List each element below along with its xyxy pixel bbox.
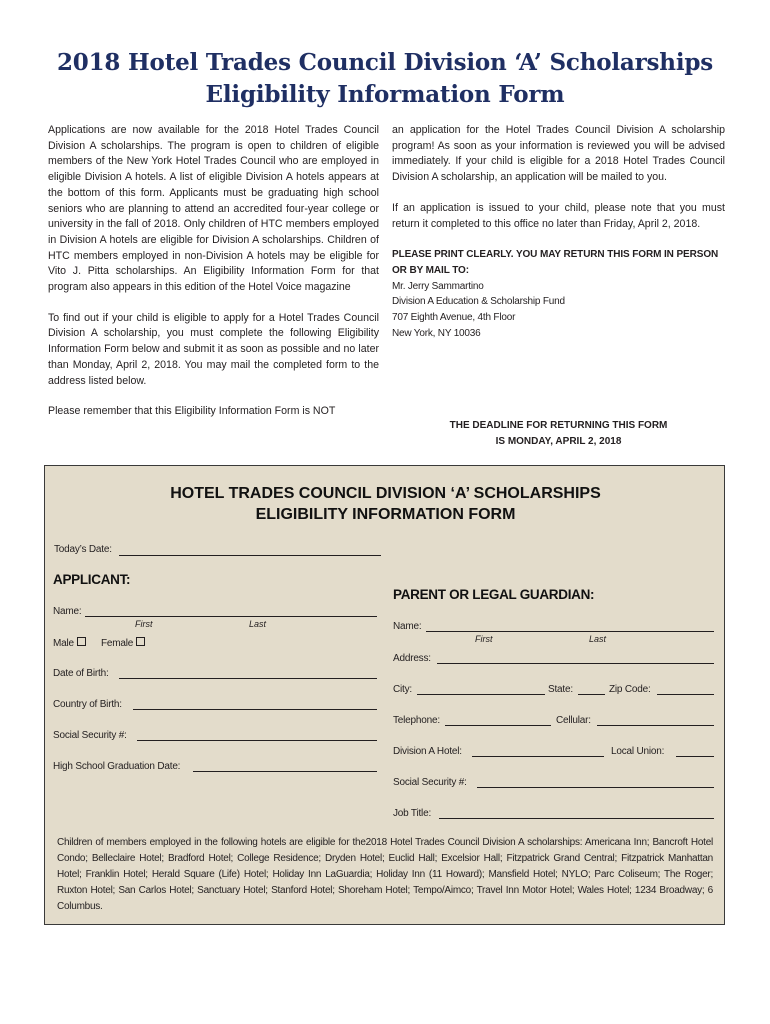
deadline-notice <box>392 418 725 449</box>
mail-instruction: PLEASE PRINT CLEARLY. YOU MAY RETURN THIS FORM IN PERSON OR BY MAIL TO: <box>392 249 719 276</box>
intro-paragraph-3: Please remember that this Eligibility Information Form is NOT <box>48 405 336 418</box>
guardian-last-hint: Last <box>589 634 607 644</box>
eligibility-form <box>44 465 725 925</box>
city-label: City: <box>393 684 413 695</box>
address-field[interactable] <box>437 663 714 664</box>
country-label: Country of Birth: <box>53 699 122 710</box>
zip-field[interactable] <box>657 694 714 695</box>
male-option[interactable] <box>53 637 86 649</box>
local-union-label: Local Union: <box>611 746 665 757</box>
guardian-heading: PARENT OR LEGAL GUARDIAN: <box>393 587 595 602</box>
grad-date-label: High School Graduation Date: <box>53 761 181 772</box>
applicant-name-field[interactable] <box>85 616 377 617</box>
country-field[interactable] <box>133 709 377 710</box>
hotel-field[interactable] <box>472 756 604 757</box>
page-title: 2018 Hotel Trades Council Division ‘A’ Scholarships <box>57 49 713 76</box>
telephone-label: Telephone: <box>393 715 440 726</box>
applicant-last-hint: Last <box>249 619 267 629</box>
form-subtitle: ELIGIBILITY INFORMATION FORM <box>255 506 516 523</box>
intro-left-column <box>48 123 379 420</box>
female-label: Female <box>101 638 134 649</box>
page-subtitle: Eligibility Information Form <box>205 81 565 108</box>
applicant-ssn-label: Social Security #: <box>53 730 127 741</box>
female-checkbox[interactable] <box>136 637 145 646</box>
guardian-name-label: Name: <box>393 621 422 632</box>
address-line-1: Mr. Jerry Sammartino <box>392 280 484 292</box>
female-option[interactable] <box>101 637 145 649</box>
dob-field[interactable] <box>119 678 377 679</box>
address-line-4: New York, NY 10036 <box>392 327 481 339</box>
eligible-hotels-note: Children of members employed in the following hotels are eligible for the2018 Hotel Trades Council Division A scholarships: Americana Inn; Bancroft Hotel Condo; Belleclaire Hotel; Bradford Hotel; College Residence; Dryden Hotel; Euclid Hall; Excelsior Hall; Fitzpatrick Grand Central; Fitzpatrick Manhattan Hotel; Franklin Hotel; Herald Square (Life) Hotel; Holiday Inn LaGuardia; Holiday Inn (11 Howard); Mansfield Hotel; NYLO; Parc Coliseum; The Roger; Ruxton Hotel; San Carlos Hotel; Sanctuary Hotel; Stanford Hotel; Shoreham Hotel; Tempo/Aimco; Travel Inn Motor Hotel; Wales Hotel; 1234 Broadway; 6 Columbus. <box>57 837 713 912</box>
intro-paragraph-1: Applications are now available for the 2018 Hotel Trades Council Division A scholarships. The program is open to children of eligible members of the New York Hotel Trades Council who are employed in eligible Division A hotels. A list of eligible Division A hotels appears at the bottom of this form. Applicants must be graduating high school seniors who are planning to attend an accredited four-year college or university in the fall of 2018. Only children of HTC members employed in Division A hotels are eligible for Division A scholarships. Children of HTC members employed in non-Division A hotels may be eligible for Vito J. Pitta scholarships. An Eligibility Information Form for that program also appears in this edition of the Hotel Voice magazine <box>48 124 379 294</box>
dob-label: Date of Birth: <box>53 668 109 679</box>
telephone-field[interactable] <box>445 725 551 726</box>
address-line-2: Division A Education & Scholarship Fund <box>392 296 565 308</box>
intro-paragraph-5: If an application is issued to your child, please note that you must return it completed to this office no later than Friday, April 2, 2018. <box>392 201 725 230</box>
hotel-label: Division A Hotel: <box>393 746 462 757</box>
todays-date-label: Today’s Date: <box>54 544 112 555</box>
intro-right-column <box>392 123 725 341</box>
male-label: Male <box>53 638 74 649</box>
intro-paragraph-4: an application for the Hotel Trades Council Division A scholarship program! As soon as your information is reviewed you will be advised immediately. If your child is eligible for a 2018 Hotel Trades Council Division A scholarship, an application will be mailed to you. <box>392 124 725 184</box>
local-union-field[interactable] <box>676 756 714 757</box>
guardian-ssn-field[interactable] <box>477 787 714 788</box>
zip-label: Zip Code: <box>609 684 651 695</box>
job-title-field[interactable] <box>439 818 714 819</box>
guardian-name-field[interactable] <box>426 631 714 632</box>
applicant-name-label: Name: <box>53 606 82 617</box>
city-field[interactable] <box>417 694 545 695</box>
grad-date-field[interactable] <box>193 771 377 772</box>
male-checkbox[interactable] <box>77 637 86 646</box>
deadline-line-2: IS MONDAY, APRIL 2, 2018 <box>495 435 622 447</box>
applicant-heading: APPLICANT: <box>53 572 131 587</box>
applicant-first-hint: First <box>135 619 153 629</box>
address-label: Address: <box>393 653 431 664</box>
job-title-label: Job Title: <box>393 808 432 819</box>
cellular-field[interactable] <box>597 725 714 726</box>
form-title: HOTEL TRADES COUNCIL DIVISION ‘A’ SCHOLARSHIPS <box>170 485 601 502</box>
state-field[interactable] <box>578 694 605 695</box>
applicant-ssn-field[interactable] <box>137 740 377 741</box>
todays-date-field[interactable] <box>119 555 381 556</box>
guardian-ssn-label: Social Security #: <box>393 777 467 788</box>
cellular-label: Cellular: <box>556 715 591 726</box>
state-label: State: <box>548 684 573 695</box>
guardian-first-hint: First <box>475 634 493 644</box>
deadline-line-1: THE DEADLINE FOR RETURNING THIS FORM <box>449 420 668 431</box>
intro-paragraph-2: To find out if your child is eligible to apply for a Hotel Trades Council Division A scholarship, you must complete the following Eligibility Information Form below and submit it as soon as possible and no later than Monday, April 2, 2018. You may mail the completed form to the address listed below. <box>48 311 379 387</box>
address-line-3: 707 Eighth Avenue, 4th Floor <box>392 312 516 324</box>
